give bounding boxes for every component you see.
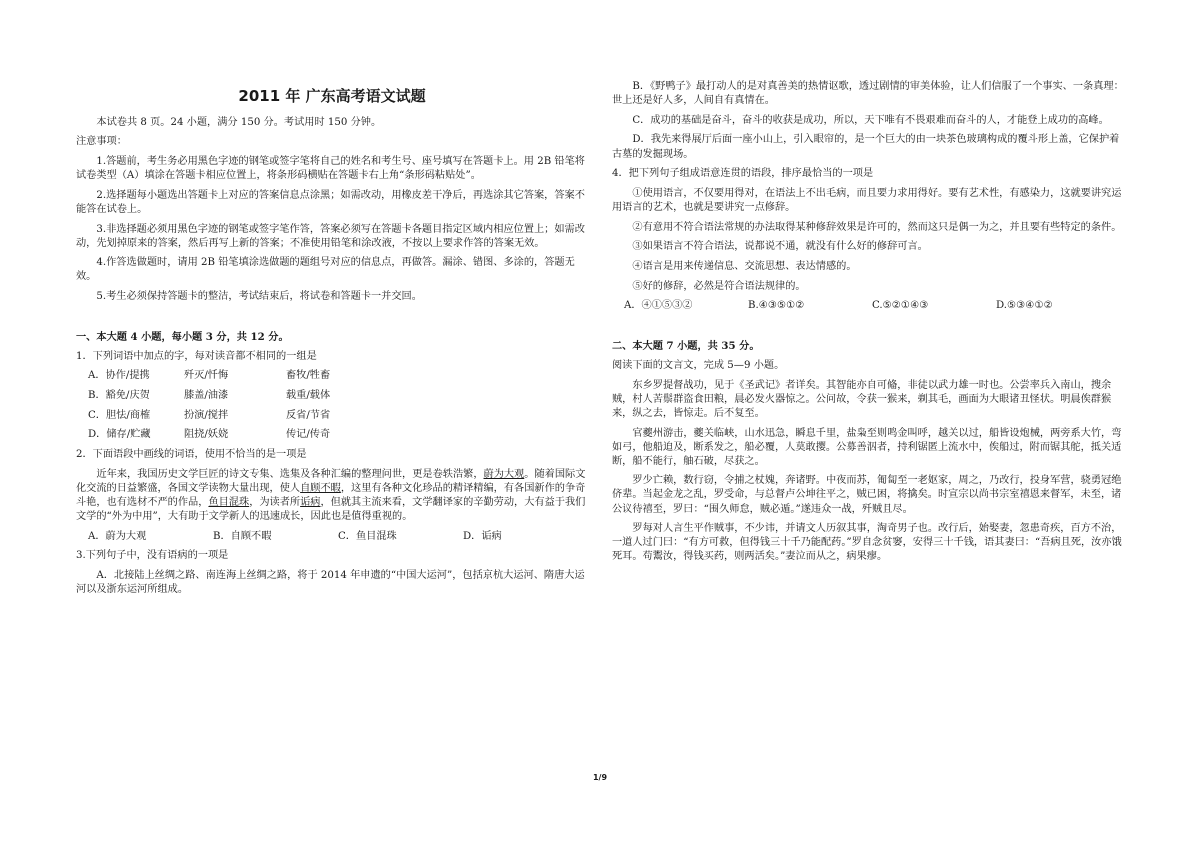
notice-item: 2.选择题每小题选出答题卡上对应的答案信息点涂黑；如需改动，用橡皮差干净后，再选涂其它答案，答案不能答在试卷上。	[76, 189, 585, 215]
page-number: 1/9	[592, 773, 608, 782]
option: 扮演/搅拌	[184, 409, 229, 421]
option: 畜牧/牲畜	[286, 370, 331, 382]
option-text: C．成功的基础是奋斗，奋斗的收获是成功，所以，天下唯有不畏艰难而奋斗的人，才能登上成功的高峰。	[632, 114, 1109, 126]
question-stem: 3.下列句子中，没有语病的一项是	[76, 550, 229, 562]
notice-item: 5.考生必须保持答题卡的整洁，考试结束后，将试卷和答题卡一并交回。	[96, 291, 422, 303]
section-heading: 一、本大题 4 小题，每小题 3 分，共 12 分。	[76, 331, 289, 344]
option: 载重/载体	[286, 390, 331, 402]
option-row	[76, 369, 588, 383]
question-stem: 2．下面语段中画线的词语，使用不恰当的是一项是	[76, 449, 307, 461]
right-column	[612, 80, 1124, 570]
underlined-term: 诟病	[300, 496, 321, 508]
notice-item: 4.作答选做题时，请用 2B 铅笔填涂选做题的题组号对应的信息点，再做答。漏涂、错图、多涂的，答题无效。	[76, 257, 575, 283]
option-text: D．我先来得展厅后面一座小山上，引入眼帘的，是一个巨大的由一块茶色玻璃构成的覆斗形上盖，它保护着古墓的发掘现场。	[612, 134, 1120, 160]
option: C．鱼目混珠	[338, 530, 397, 542]
passage-text: ，这里有各种文化珍品的精译精编，有各国新作的争奇斗艳，也有选材不严的作品，	[76, 482, 586, 508]
option: A．④①⑤③②	[624, 300, 693, 312]
page-title: 2011 年 广东高考语文试题	[238, 87, 426, 105]
passage-paragraph: 罗每对人言生平作贼事，不少讳，并请文人历叙其事，淘奇男子也。改行后，始娶妻，忽患奇疾，百方不治，一道人过门曰：“有方可救，但得钱三十千乃能配药。”罗自念贫窭，安得三十千钱，语其妻曰：“吾病且死，汝亦饿死耳。苟鬻汝，得钱买药，则两活矣。”妻泣而从之，病果瘳。	[612, 523, 1122, 563]
option: D．储存/贮藏	[88, 429, 151, 441]
sentence-item: ①使用语言，不仅要用得对，在语法上不出毛病，而且要力求用得好。要有艺术性，有感染力，这就要讲究运用语言的艺术，也就是要讲究一点修辞。	[612, 187, 1122, 213]
passage-text: 近年来，我国历史文学巨匠的诗文专集、选集及各种汇编的整理问世，更是卷轶浩繁，	[96, 468, 484, 480]
option-row	[612, 299, 1124, 313]
option: B．豁免/庆贺	[88, 390, 150, 402]
notice-item: 3.非选择题必须用黑色字迹的钢笔或签字笔作答，答案必须写在答题卡各题目指定区域内相应位置上；如需改动，先划掉原来的答案，然后再写上新的答案；不准使用铅笔和涂改液，不按以上要求作答的答案无效。	[76, 223, 585, 249]
option: C．胆怯/商榷	[88, 409, 151, 421]
option-row	[76, 389, 588, 403]
sentence-item: ③如果语言不符合语法，说都说不通，就没有什么好的修辞可言。	[632, 241, 928, 253]
option: B．自顾不暇	[213, 530, 272, 542]
sentence-item: ②有意用不符合语法常规的办法取得某种修辞效果是许可的，然而这只是偶一为之，并且要有些特定的条件。	[632, 221, 1122, 233]
question-stem: 1．下列词语中加点的字，每对读音都不相同的一组是	[76, 350, 317, 362]
notice-item: 1.答题前，考生务必用黑色字迹的钢笔或签字笔将自己的姓名和考生号、座号填写在答题卡上。用 2B 铅笔将试卷类型（A）填涂在答题卡相应位置上，将条形码横贴在答题卡右上角“条形码粘贴处”。	[76, 156, 585, 182]
reading-intro: 阅读下面的文言文，完成 5—9 小题。	[612, 360, 785, 372]
option: D.⑤③④①②	[996, 300, 1053, 312]
option-row	[76, 409, 588, 423]
option: C.⑤②①④③	[872, 300, 929, 312]
option: 传记/传奇	[286, 429, 331, 441]
underlined-term: 鱼目混珠	[208, 496, 250, 508]
sentence-item: ④语言是用来传递信息、交流思想、表达情感的。	[632, 260, 857, 272]
option-row	[76, 428, 588, 442]
passage-paragraph: 罗少亡赖，数行窃，令捕之杖媿，奔诸野。中夜而苏，匍匐至一老妪家，周之，乃改行，投身军营，骁勇冠绝侪辈。当起金龙之乱，罗受命，与总督卢公坤往平之，贼已困，将擒矣。时宣宗以尚书宗室禧恩来督军，未至，诸公议待禧至，罗曰：“围久师怠，贼必遁。”遂违众一战，歼贼且尽。	[612, 475, 1122, 515]
option: 阻挠/妖娆	[184, 429, 229, 441]
passage-text: ，为读者所	[249, 496, 301, 508]
question-stem: 4．把下列句子组成语意连贯的语段，排序最恰当的一项是	[612, 168, 874, 180]
option: 膝盖/油漆	[184, 390, 229, 402]
passage-paragraph: 东乡罗提督战功，见于《圣武记》者详矣。其智能亦自可偹，非徒以武力雄一时也。公尝率兵入南山，搜余贼，村人苦鬃群盗食田粮，晨必发火器惊之。公问故，令获一猴来，剃其毛，画面为大眼诸丑怪状。明晨俟群猴来，纵之去，皆惊走。后不复至。	[612, 379, 1112, 419]
exam-intro: 本试卷共 8 页。24 小题，满分 150 分。考试用时 150 分钟。	[96, 116, 382, 128]
option-text: A．北接陆上丝绸之路、南连海上丝绸之路，将于 2014 年申遗的“中国大运河”，包括京杭大运河、隋唐大运河以及浙东运河所组成。	[76, 570, 585, 596]
sentence-item: ⑤好的修辞，必然是符合语法规律的。	[632, 280, 806, 292]
section-heading: 二、本大题 7 小题，共 35 分。	[612, 340, 760, 353]
option: B.④③⑤①②	[748, 300, 805, 312]
underlined-term: 自顾不暇	[300, 482, 341, 494]
option: D．诟病	[463, 530, 502, 542]
notice-heading: 注意事项：	[76, 136, 127, 148]
underlined-term: 蔚为大观	[483, 468, 525, 480]
left-column	[76, 76, 588, 603]
option-text: B．《野鸭子》最打动人的是对真善美的热情讴歌，透过剧情的审美体验，让人们信服了一个事实、一条真理：世上还是好人多，人间自有真情在。	[612, 81, 1124, 107]
option: 歼灭/忏悔	[184, 370, 229, 382]
option: A．协作/提携	[88, 370, 150, 382]
passage-text: 。随着国际文化交流的日益繁盛，各国文学读物大量出现，使人	[76, 468, 586, 494]
passage-text: ，但就其主流来看，文学翻译家的辛勤劳动，大有益于我们文学的“外为中用”，大有助于文学新人的迅速成长，因此也是值得重视的。	[76, 496, 586, 523]
question-passage	[76, 468, 588, 524]
option: 反省/节省	[286, 409, 331, 421]
passage-paragraph: 官夔州游击，夔关临峡，山水迅急，瞬息千里，盐枭至则鸣金叫呼，越关以过，船皆设炮械，两旁系大竹，弯如弓，他船迫及，断系发之，船必覆，人莫敢撄。公募善泅者，持利锯匿上流水中，俟船过，附而锯其舵，抵关适断，船不能行，舳石破，尽获之。	[612, 427, 1122, 467]
option: A．蔚为大观	[88, 530, 147, 542]
option-row	[76, 530, 588, 544]
